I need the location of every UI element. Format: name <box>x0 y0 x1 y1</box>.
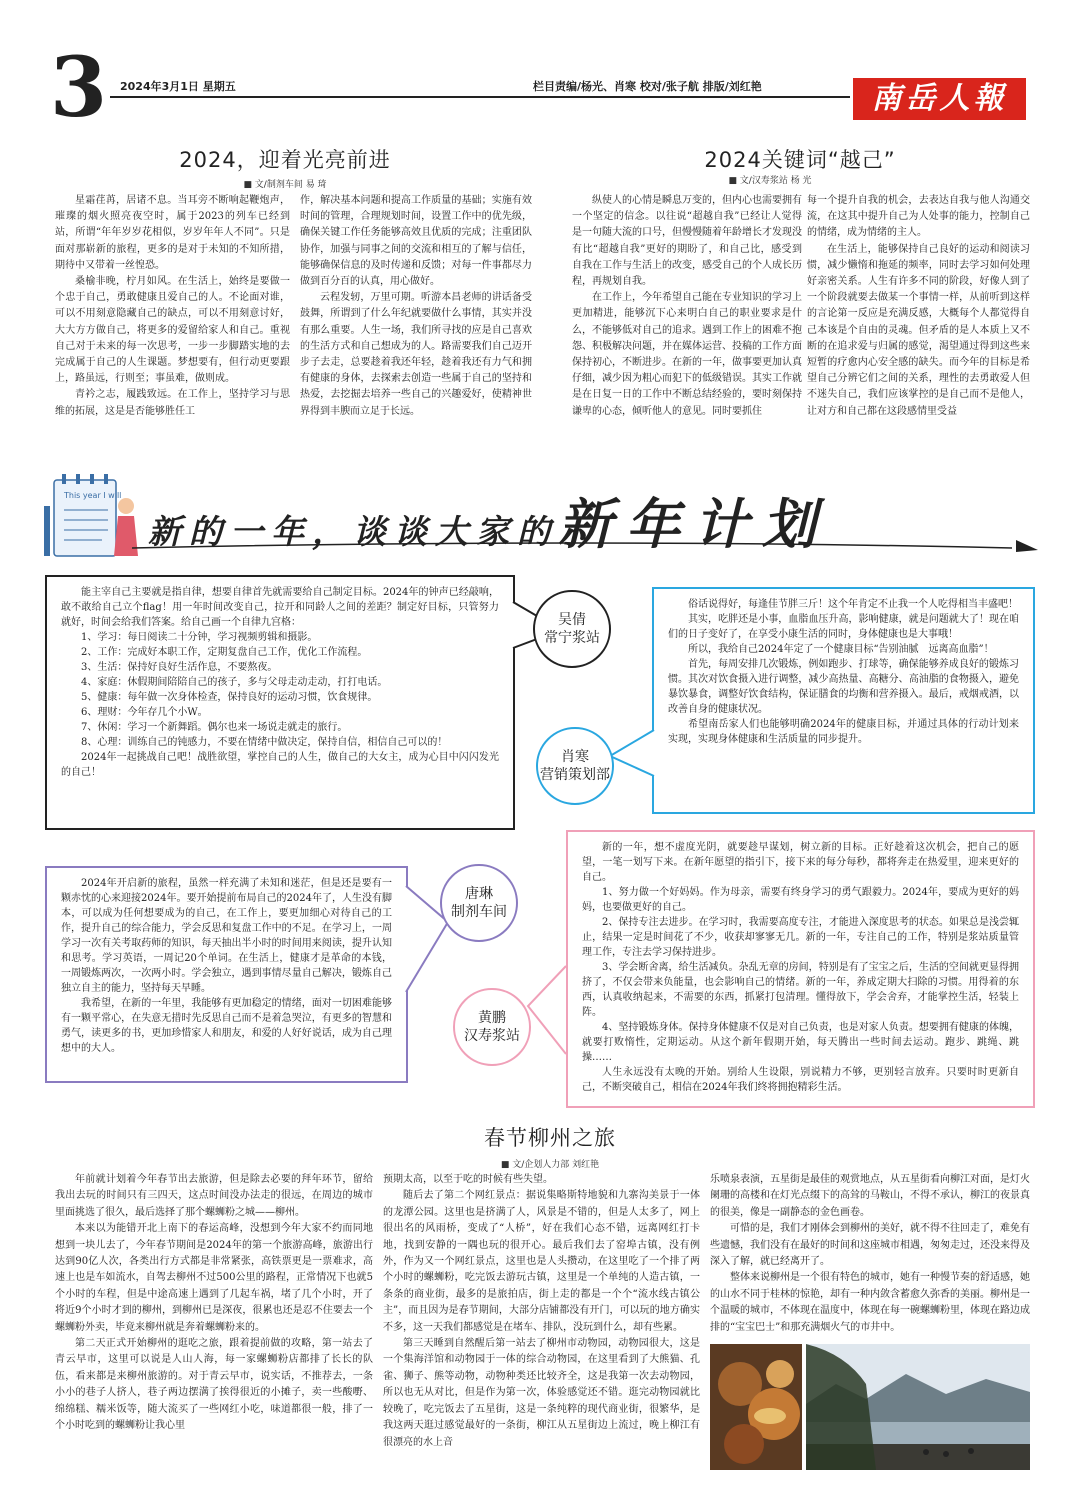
article-title: 2024，迎着光亮前进 <box>179 148 391 172</box>
paragraph: 首先，每周安排几次锻炼，例如跑步、打球等，确保能够养成良好的锻炼习惯。其次对饮食摄入进行调整，减少高热量、高糖分、高油脂的食物摄入，避免暴饮暴食，调整好饮食结构，保证膳食的均衡和营养摄入。最后，戒烟戒酒，以改善自身的健康状况。 <box>668 659 1019 715</box>
paragraph: 其实，吃胖还是小事，血脂血压升高，影响健康，就是问题就大了！现在咱们的日子变好了，在享受小康生活的同时，身体健康也是大事哦！ <box>668 614 1019 640</box>
list-item: 2、工作：完成好本职工作，定期复盘自己工作，优化工作流程。 <box>81 647 368 658</box>
paragraph: 第三天睡到自然醒后第一站去了柳州市动物园，动物园很大，这是一个集海洋馆和动物园于一体的综合动物园，在这里看到了大熊猫、孔雀、狮子、熊等动物，动物种类还比较齐全，这是我第一次去动物园，所以也无从对比，但是作为第一次，体验感觉还不错。逛完动物园就比较晚了，吃完饭去了五星街，这是一条纯粹的现代商业街，很繁华，是我这两天逛过感觉最好的一条街，柳江从五星街边上流过，晚上柳江有很漂亮的水上音 <box>383 1338 700 1448</box>
paragraph: 每一个提升自我的机会，去表达自我与他人沟通交流，在这其中提升自己为人处事的能力，控制自己的情绪，成为情绪的主人。 <box>807 195 1030 239</box>
banner-underline <box>132 536 1042 556</box>
paragraph: 本来以为能错开北上南下的春运高峰，没想到今年大家不约而同地想到一块儿去了，今年春节期间是2024年的第一个旅游高峰，旅游出行达到90亿人次，各类出行方式都是非常紧张，高铁票更是一票难求，高速上也是车如流水，自驾去柳州不过500公里的路程，正常情况下也就5个小时的车程，但是中途高速上遇到了几起车祸，堵了几个小时，开了将近9个小时才到的柳州，到柳州已是深夜，很累也还是忍不住要去一个螺蛳粉外卖，毕竟来柳州就是奔着螺蛳粉来的。 <box>55 1223 373 1333</box>
paragraph: 在工作上，今年希望自己能在专业知识的学习上更加精进，能够沉下心来明白自己的职业要求是什么，不能够低对自己的追求。遇到工作上的困难不抱怨、积极解决问题，并在媒体运营、投稿的工作方面保持初心，不断进步。在新的一年，做事要更加认真仔细，减少因为粗心而犯下的低级错误。其实工作就是在日复一日的工作中不断总结经验的，要时刻保持谦卑的心态，倾听他人的意见。同时要抓住 <box>572 292 802 417</box>
paragraph: 我希望，在新的一年里，我能够有更加稳定的情绪，面对一切困难能够有一颗平常心，在失意无措时先反思自己而不是着急哭泣，有更多的智慧和勇气，读更多的书，更加珍惜家人和朋友，和爱的人好好说话，成为自己理想中的大人。 <box>61 998 392 1054</box>
paragraph: 预期太高，以至于吃的时候有些失望。 <box>383 1174 553 1185</box>
author-badge <box>536 727 614 805</box>
paragraph: 人生永远没有太晚的开始。别给人生设限，别说精力不够，更别轻言放弃。只要时时更新自己，不断突破自己，相信在2024年我们终将拥抱精彩生活。 <box>582 1067 1019 1093</box>
paragraph: 纵使人的心情是瞬息万变的，但内心也需要拥有一个坚定的信念。以往说“超越自我”已经让人觉得是一句随大流的口号，但慢慢随着年龄增长才发现没有比“超越自我”更好的期盼了，和自己比，感受到自我在工作与生活上的改变，感受自己的个人成长历程，再规划自我。 <box>572 195 802 288</box>
list-item: 6、理财：今年存几个小W。 <box>81 707 208 718</box>
article-column <box>55 193 290 471</box>
paragraph: 俗话说得好，每逢佳节胖三斤！这个年肯定不止我一个人吃得相当丰盛吧！ <box>688 599 1018 610</box>
paragraph: 青衿之志，履践致远。在工作上，坚持学习与思维的拓展，这是是否能够胜任工 <box>55 389 290 417</box>
list-item: 4、家庭：休假期间陪陪自己的孩子，多与父母走动走动，打打电话。 <box>81 677 388 688</box>
article-column <box>383 1172 700 1472</box>
paragraph: 随后去了第二个网红景点：据说集略斯特地貌和九寨沟美景于一体的龙潭公园。这里也是挤满了人，风景是不错的，但是人太多了，网上很出名的风雨桥，变成了“人桥”，好在我们心态不错，远离网红打卡地，找到安静的一隅也玩的很开心。最后我们去了窑埠古镇，没有例外，作为又一个网红景点，这里也是人头攒动，在这里吃了一个排了两个小时的螺蛳粉，吃完饭去游玩古镇，这里是一个单纯的人造古镇，一条条的商业街，最多的是旅拍店，街上走的都是一个个“流水线古镇公主”，而且因为是春节期间，大部分店铺都没有开门，可以玩的地方确实不多，这一天我们都感觉是在堵车、排队，没玩到什么，却有些累。 <box>383 1190 700 1333</box>
article-title: 春节柳州之旅 <box>484 1126 616 1150</box>
plan-box <box>566 830 1035 1108</box>
paragraph: 能主宰自己主要就是指自律，想要自律首先就需要给自己制定目标。2024年的钟声已经敲响，敢不敢给自己立个flag！用一年时间改变自己，拉开和同龄人之间的差距？制定好目标，只管努力就好，时间会给我们答案。给自己画一个自律九宫格： <box>61 587 499 628</box>
paragraph: 1、努力做一个好妈妈。作为母亲，需要有终身学习的勇气跟毅力。2024年，要成为更好的妈妈，也要做更好的自己。 <box>582 887 1019 913</box>
newspaper-logo: 南岳人報 <box>853 78 1026 120</box>
list-item: 8、心理：训练自己的钝感力，不要在情绪中做决定，保持自信，相信自己可以的！ <box>81 737 448 748</box>
author-badge <box>453 988 531 1066</box>
author-dept: 制剂车间 <box>451 904 507 920</box>
author-dept: 营销策划部 <box>540 767 610 783</box>
plan-box <box>652 587 1035 814</box>
article-column <box>55 1172 373 1472</box>
paragraph: 年前就计划着今年春节出去旅游，但是除去必要的拜年环节，留给我出去玩的时间只有三四天，这点时间没办法走的很远，在周边的城市里面挑选了很久，最后选择了那个螺蛳粉之城——柳州。 <box>55 1174 373 1218</box>
plan-box <box>45 866 408 1083</box>
banner-text: 新的一年，谈谈大家的 <box>148 512 558 551</box>
author-name: 吴倩 <box>558 612 586 628</box>
author-badge <box>533 590 611 668</box>
article-title: 2024关键词“越己” <box>704 148 896 172</box>
list-item: 7、休闲：学习一个新舞蹈。偶尔也来一场说走就走的旅行。 <box>81 722 348 733</box>
article-column <box>807 193 1030 471</box>
paragraph: 4、坚持锻炼身体。保持身体健康不仅是对自己负责，也是对家人负责。想要拥有健康的体魄，就要打败惰性，定期运动。从这个新年假期开始，每天腾出一些时间去运动。跑步、跳绳、跳操…… <box>582 1022 1019 1063</box>
paragraph: 3、学会断舍离，给生活减负。杂乱无章的房间，特别是有了宝宝之后，生活的空间就更显得拥挤了，不仅会带来负能量，也会影响自己的情绪。新的一年，养成定期大扫除的习惯。用得着的东西，认真收纳起来，不需要的东西，抓紧打包清理。懂得放下，学会舍弃，才能掌控生活，轻装上阵。 <box>582 962 1019 1018</box>
paragraph: 可惜的是，我们才刚体会到柳州的美好，就不得不往回走了，难免有些遗憾，我们没有在最好的时间和这座城市相遇，匆匆走过，还没来得及深入了解，就已经离开了。 <box>710 1223 1030 1268</box>
paragraph: 新的一年，想不虚度光阴，就要趁早谋划，树立新的目标。正好趁着这次机会，把自己的愿望，一笔一划写下来。在新年愿望的指引下，接下来的每分每秒，都将奔走在热爱里，迎来更好的自己。 <box>582 842 1019 883</box>
article-column <box>710 1172 1030 1338</box>
paragraph: 在生活上，能够保持自己良好的运动和阅读习惯，减少懒惰和拖延的频率，同时去学习如何处理好亲密关系。人生有许多不同的阶段，好像人到了一个阶段就要去做某一个事情一样，从前听到这样的言论第一反应是充满反感，大概每个人都觉得自己本该是个自由的灵魂。但矛盾的是人本质上又不断的在追求爱与归属的感觉，渴望通过得到这些来短暂的疗愈内心安全感的缺失。而今年的目标是希望自己分辨它们之间的关系，理性的去勇敢爱人但不迷失自己，我们应该掌控的是自己而不是他人，让对方和自己都在这段感情里受益 <box>807 243 1030 417</box>
banner-highlight: 新年计划 <box>558 492 830 556</box>
paragraph: 云程发轫，万里可期。听游本昌老师的讲话备受鼓舞，所谓到了什么年纪就要做什么事情，其实并没有那么重要。人生一场，我们所寻找的应是自己喜欢的生活方式和自己想成为的人。路需要我们自己迈开步子去走，总要趁着我还年轻，趁着我还有力气和拥有健康的身体，去探索去创造一些属于自己的坚持和热爱，去挖掘去培养一些自己的兴趣爱好，使精神世界得到丰腴而立足于长远。 <box>300 292 532 417</box>
notebook-text: This year I will <box>64 491 122 500</box>
list-item: 3、生活：保持好良好生活作息，不要熬夜。 <box>81 662 278 673</box>
photo-food <box>710 1344 802 1470</box>
paragraph: 乐喷泉表演，五星街是最佳的观赏地点，从五星街看向柳江对面，是灯火阑珊的高楼和在灯光点缀下的高耸的马鞍山，不得不承认，柳江的夜景真的很美，像是一副静态的金色画卷。 <box>710 1174 1030 1218</box>
article-column <box>572 193 802 471</box>
issue-date: 2024年3月1日 星期五 <box>120 80 236 93</box>
paragraph: 星霜荏苒，居诸不息。当耳旁不断响起鞭炮声，璀璨的烟火照亮夜空时，属于2023的列车已经到站，所谓“年年岁岁花相似，岁岁年年人不同”。只是面对那崭新的旅程，更多的是对于未知的不知所措，期待中又带着一丝惶恐。 <box>55 195 290 271</box>
author-dept: 常宁浆站 <box>544 630 600 646</box>
paragraph: 2、保持专注去进步。在学习时，我需要高度专注，才能进入深度思考的状态。如果总是浅尝辄止，结果一定是时间花了不少，收获却寥寥无几。新的一年，专注自己的工作，特别是浆站质量管理工作，专注去学习保持进步。 <box>582 917 1019 958</box>
paragraph: 2024年开启新的旅程，虽然一样充满了未知和迷茫，但是还是要有一颗赤忱的心来迎接2024年。要开始提前布局自己的2024年了，人生没有脚本，可以成为任何想要成为的自己，在工作上，要更加细心对待自己的工作，提升自己的综合能力，学会反思和复盘工作中的不足。在学习上，一周学习一次有关考取药师的知识，每天抽出半小时的时间用来阅读，提升认知和思考。学习英语，一周记20个单词。在生活上，健康才是革命的本钱，一周锻炼两次，一次两小时。学会独立，遇到事情尽量自己解决，锻炼自己独立自主的能力，坚持每天早睡。 <box>61 878 392 994</box>
paragraph: 整体来说柳州是一个很有特色的城市，她有一种慢节奏的舒适感，她的山水不同于桂林的惊艳，却有一种内敛含蓄愈久弥香的美丽。柳州是一个温暖的城市，不体现在温度中，体现在每一碗螺蛳粉里，体现在路边成排的“宝宝巴士”和那充满烟火气的市井中。 <box>710 1272 1030 1333</box>
author-name: 黄鹏 <box>478 1010 506 1026</box>
photo-riverside <box>806 1344 1030 1470</box>
list-item: 1、学习：每日阅读二十分钟，学习视频剪辑和摄影。 <box>81 632 318 643</box>
author-name: 肖寒 <box>561 749 589 765</box>
header-rule <box>110 96 850 98</box>
list-item: 5、健康：每年做一次身体检查，保持良好的运动习惯，饮食规律。 <box>81 692 378 703</box>
editor-credits: 栏目责编/杨光、肖寒 校对/张子航 排版/刘红艳 <box>533 80 762 93</box>
author-dept: 汉寿浆站 <box>464 1028 520 1044</box>
author-badge <box>440 864 518 942</box>
page-number: 3 <box>50 40 108 136</box>
paragraph: 作，解决基本问题和提高工作质量的基础；实施有效时间的管理，合理规划时间，设置工作中的优先级，确保关键工作任务能够高效且优质的完成；注重团队协作，加强与同事之间的交流和相互的了解与信任，能够确保信息的及时传递和反馈；对每一件事都尽力做到百分百的认真，用心做好。 <box>300 195 532 288</box>
paragraph: 2024年一起挑战自己吧！战胜欲望，掌控自己的人生，做自己的大女主，成为心目中闪闪发光的自己！ <box>61 752 499 778</box>
author-name: 唐琳 <box>465 886 493 902</box>
paragraph: 希望南岳家人们也能够明确2024年的健康目标，并通过具体的行动计划来实现，实现身体健康和生活质量的同步提升。 <box>668 719 1019 745</box>
article-byline: ■ 文/制剂车间 易 琦 <box>243 180 327 190</box>
paragraph: 所以，我给自己2024年定了一个健康目标“告别油腻 远离高血脂”！ <box>688 644 994 655</box>
article-column <box>300 193 532 471</box>
article-byline: ■ 文/汉寿浆站 杨 光 <box>728 176 812 186</box>
paragraph: 第二天正式开始柳州的逛吃之旅，跟着提前做的攻略，第一站去了青云早市，这里可以说是人山人海，每一家螺蛳粉店都排了长长的队伍，看来都是来柳州旅游的。对于青云早市，说实话，不推荐去，一条小小的巷子人挤人，巷子两边摆满了挨得很近的小摊子，卖一些酸嘢、绵绵糕、糯米饭等，随大流买了一些网红小吃，味道都很一般，排了一个小时吃到的螺蛳粉让我心里 <box>55 1338 373 1432</box>
plan-box <box>45 575 515 830</box>
paragraph: 桑榆非晚，柠月如风。在生活上，始终是要做一个忠于自己，勇敢健康且爱自己的人。不论面对谁，可以不用刻意隐藏自己的缺点，可以不用刻意讨好，大大方方做自己，将更多的爱留给家人和自己。重视自己对于未来的每一次思考，一步一步脚踏实地的去完成属于自己的人生课题。梦想要有，但行动更要跟上，路虽远，行则至；事虽难，做则成。 <box>55 276 290 385</box>
article-byline: ■ 文/企划人力部 刘红艳 <box>500 1160 600 1170</box>
